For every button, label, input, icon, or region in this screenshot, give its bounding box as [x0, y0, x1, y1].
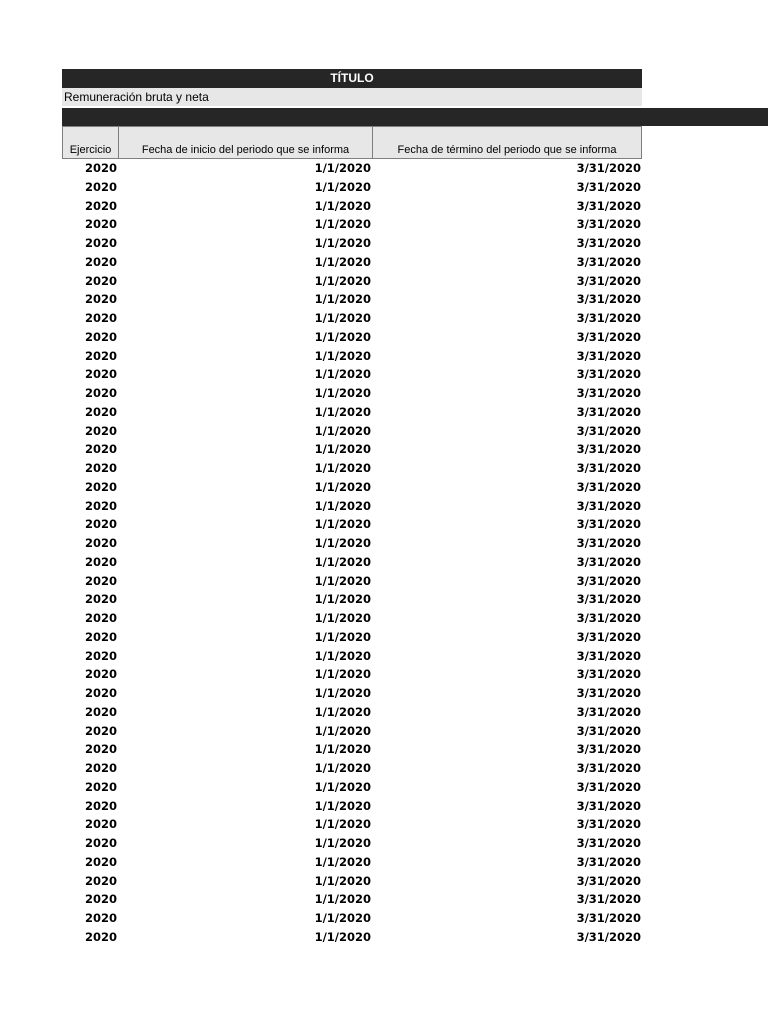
table-row — [62, 778, 642, 797]
cell-fecha-inicio[interactable]: 1/1/2020 — [314, 273, 371, 288]
cell-fecha-termino[interactable]: 3/31/2020 — [576, 854, 641, 869]
table-row — [62, 384, 642, 403]
cell-fecha-termino[interactable]: 3/31/2020 — [576, 648, 641, 663]
cell-fecha-inicio[interactable]: 1/1/2020 — [314, 629, 371, 644]
cell-ejercicio[interactable]: 2020 — [84, 779, 117, 794]
cell-fecha-inicio[interactable]: 1/1/2020 — [314, 367, 371, 382]
cell-fecha-inicio[interactable]: 1/1/2020 — [314, 479, 371, 494]
cell-fecha-termino[interactable]: 3/31/2020 — [576, 329, 641, 344]
table-row — [62, 647, 642, 666]
cell-fecha-termino[interactable]: 3/31/2020 — [576, 704, 641, 719]
cell-ejercicio[interactable]: 2020 — [84, 348, 117, 363]
table-row — [62, 459, 642, 478]
cell-fecha-inicio[interactable]: 1/1/2020 — [314, 517, 371, 532]
cell-fecha-termino[interactable]: 3/31/2020 — [576, 461, 641, 475]
cell-fecha-inicio[interactable]: 1/1/2020 — [314, 742, 371, 757]
table-row — [62, 553, 642, 572]
cell-ejercicio[interactable]: 2020 — [84, 536, 117, 550]
cell-fecha-inicio[interactable]: 1/1/2020 — [314, 667, 371, 682]
cell-fecha-inicio[interactable]: 1/1/2020 — [314, 611, 371, 625]
table-row — [62, 422, 642, 441]
cell-fecha-inicio[interactable]: 1/1/2020 — [314, 461, 371, 475]
cell-fecha-termino[interactable]: 3/31/2020 — [576, 198, 641, 213]
column-header-fecha-termino[interactable]: Fecha de término del periodo que se informa — [372, 126, 642, 159]
table-row — [62, 834, 642, 853]
table-row — [62, 365, 642, 384]
cell-fecha-inicio[interactable]: 1/1/2020 — [314, 442, 371, 457]
cell-ejercicio[interactable]: 2020 — [84, 442, 117, 457]
table-row — [62, 609, 642, 628]
cell-fecha-inicio[interactable]: 1/1/2020 — [314, 554, 371, 569]
cell-fecha-inicio[interactable]: 1/1/2020 — [314, 892, 371, 907]
cell-fecha-termino[interactable]: 3/31/2020 — [576, 667, 641, 682]
cell-ejercicio[interactable]: 2020 — [84, 817, 117, 832]
cell-fecha-termino[interactable]: 3/31/2020 — [576, 179, 641, 194]
cell-ejercicio[interactable]: 2020 — [84, 798, 117, 813]
cell-ejercicio[interactable]: 2020 — [84, 273, 117, 288]
cell-fecha-termino[interactable]: 3/31/2020 — [576, 236, 641, 250]
cell-fecha-termino[interactable]: 3/31/2020 — [576, 892, 641, 907]
cell-fecha-termino[interactable]: 3/31/2020 — [576, 929, 641, 944]
cell-fecha-termino[interactable]: 3/31/2020 — [576, 311, 641, 325]
cell-fecha-termino[interactable]: 3/31/2020 — [576, 517, 641, 532]
cell-ejercicio[interactable]: 2020 — [84, 498, 117, 513]
cell-fecha-termino[interactable]: 3/31/2020 — [576, 761, 641, 775]
cell-fecha-termino[interactable]: 3/31/2020 — [576, 217, 641, 232]
cell-ejercicio[interactable]: 2020 — [84, 404, 117, 419]
table-row — [62, 909, 642, 928]
table-row — [62, 197, 642, 216]
cell-ejercicio[interactable]: 2020 — [84, 648, 117, 663]
cell-fecha-inicio[interactable]: 1/1/2020 — [314, 311, 371, 325]
cell-ejercicio[interactable]: 2020 — [84, 704, 117, 719]
table-row — [62, 478, 642, 497]
table-row — [62, 853, 642, 872]
cell-ejercicio[interactable]: 2020 — [84, 629, 117, 644]
cell-fecha-termino[interactable]: 3/31/2020 — [576, 161, 641, 175]
table-row — [62, 440, 642, 459]
cell-ejercicio[interactable]: 2020 — [84, 198, 117, 213]
cell-fecha-termino[interactable]: 3/31/2020 — [576, 611, 641, 625]
table-row — [62, 740, 642, 759]
cell-fecha-termino[interactable]: 3/31/2020 — [576, 442, 641, 457]
cell-fecha-termino[interactable]: 3/31/2020 — [576, 292, 641, 307]
table-row — [62, 515, 642, 534]
cell-fecha-inicio[interactable]: 1/1/2020 — [314, 929, 371, 944]
sheet-subtitle: Remuneración bruta y neta — [62, 88, 642, 107]
cell-fecha-termino[interactable]: 3/31/2020 — [576, 386, 641, 400]
cell-fecha-inicio[interactable]: 1/1/2020 — [314, 779, 371, 794]
cell-fecha-inicio[interactable]: 1/1/2020 — [314, 161, 371, 175]
cell-fecha-inicio[interactable]: 1/1/2020 — [314, 179, 371, 194]
cell-fecha-termino[interactable]: 3/31/2020 — [576, 348, 641, 363]
cell-fecha-termino[interactable]: 3/31/2020 — [576, 273, 641, 288]
cell-ejercicio[interactable]: 2020 — [84, 742, 117, 757]
cell-ejercicio[interactable]: 2020 — [84, 723, 117, 738]
cell-ejercicio[interactable]: 2020 — [84, 311, 117, 325]
cell-ejercicio[interactable]: 2020 — [84, 554, 117, 569]
column-header-ejercicio[interactable]: Ejercicio — [62, 126, 119, 159]
cell-ejercicio[interactable]: 2020 — [84, 386, 117, 400]
column-header-fecha-inicio[interactable]: Fecha de inicio del periodo que se informa — [118, 126, 373, 159]
cell-ejercicio[interactable]: 2020 — [84, 292, 117, 307]
cell-fecha-inicio[interactable]: 1/1/2020 — [314, 592, 371, 607]
table-row — [62, 272, 642, 291]
cell-fecha-inicio[interactable]: 1/1/2020 — [314, 254, 371, 269]
table-row — [62, 684, 642, 703]
cell-fecha-termino[interactable]: 3/31/2020 — [576, 873, 641, 888]
cell-fecha-inicio[interactable]: 1/1/2020 — [314, 817, 371, 832]
cell-ejercicio[interactable]: 2020 — [84, 517, 117, 532]
cell-ejercicio[interactable]: 2020 — [84, 892, 117, 907]
cell-fecha-inicio[interactable]: 1/1/2020 — [314, 854, 371, 869]
cell-fecha-termino[interactable]: 3/31/2020 — [576, 836, 641, 850]
cell-ejercicio[interactable]: 2020 — [84, 479, 117, 494]
cell-ejercicio[interactable]: 2020 — [84, 667, 117, 682]
cell-fecha-inicio[interactable]: 1/1/2020 — [314, 423, 371, 438]
table-row — [62, 178, 642, 197]
cell-fecha-inicio[interactable]: 1/1/2020 — [314, 723, 371, 738]
table-row — [62, 534, 642, 553]
cell-fecha-inicio[interactable]: 1/1/2020 — [314, 348, 371, 363]
table-row — [62, 347, 642, 366]
cell-fecha-termino[interactable]: 3/31/2020 — [576, 592, 641, 607]
cell-ejercicio[interactable]: 2020 — [84, 592, 117, 607]
cell-fecha-inicio[interactable]: 1/1/2020 — [314, 873, 371, 888]
cell-ejercicio[interactable]: 2020 — [84, 254, 117, 269]
table-row — [62, 797, 642, 816]
cell-fecha-termino[interactable]: 3/31/2020 — [576, 686, 641, 700]
cell-fecha-inicio[interactable]: 1/1/2020 — [314, 536, 371, 550]
cell-fecha-inicio[interactable]: 1/1/2020 — [314, 386, 371, 400]
cell-fecha-inicio[interactable]: 1/1/2020 — [314, 329, 371, 344]
cell-fecha-termino[interactable]: 3/31/2020 — [576, 367, 641, 382]
table-row — [62, 890, 642, 909]
cell-ejercicio[interactable]: 2020 — [84, 854, 117, 869]
table-row — [62, 759, 642, 778]
cell-fecha-termino[interactable]: 3/31/2020 — [576, 817, 641, 832]
table-row — [62, 590, 642, 609]
cell-fecha-termino[interactable]: 3/31/2020 — [576, 479, 641, 494]
cell-fecha-inicio[interactable]: 1/1/2020 — [314, 686, 371, 700]
table-body — [62, 159, 642, 947]
cell-fecha-termino[interactable]: 3/31/2020 — [576, 798, 641, 813]
cell-fecha-inicio[interactable]: 1/1/2020 — [314, 404, 371, 419]
cell-fecha-termino[interactable]: 3/31/2020 — [576, 423, 641, 438]
table-row — [62, 628, 642, 647]
cell-ejercicio[interactable]: 2020 — [84, 873, 117, 888]
cell-fecha-termino[interactable]: 3/31/2020 — [576, 536, 641, 550]
cell-ejercicio[interactable]: 2020 — [84, 911, 117, 925]
cell-ejercicio[interactable]: 2020 — [84, 836, 117, 850]
cell-fecha-inicio[interactable]: 1/1/2020 — [314, 798, 371, 813]
cell-ejercicio[interactable]: 2020 — [84, 161, 117, 175]
table-row — [62, 872, 642, 891]
table-row — [62, 722, 642, 741]
table-row — [62, 497, 642, 516]
cell-ejercicio[interactable]: 2020 — [84, 367, 117, 382]
table-row — [62, 403, 642, 422]
table-row — [62, 309, 642, 328]
cell-ejercicio[interactable]: 2020 — [84, 329, 117, 344]
cell-ejercicio[interactable]: 2020 — [84, 573, 117, 588]
cell-fecha-inicio[interactable]: 1/1/2020 — [314, 573, 371, 588]
cell-ejercicio[interactable]: 2020 — [84, 461, 117, 475]
table-row — [62, 234, 642, 253]
cell-ejercicio[interactable]: 2020 — [84, 179, 117, 194]
cell-ejercicio[interactable]: 2020 — [84, 611, 117, 625]
table-row — [62, 815, 642, 834]
table-row — [62, 159, 642, 178]
header-band — [62, 108, 768, 126]
table-header — [62, 126, 642, 159]
cell-fecha-inicio[interactable]: 1/1/2020 — [314, 761, 371, 775]
table-row — [62, 328, 642, 347]
cell-fecha-inicio[interactable]: 1/1/2020 — [314, 292, 371, 307]
cell-fecha-inicio[interactable]: 1/1/2020 — [314, 217, 371, 232]
table-row — [62, 703, 642, 722]
cell-fecha-termino[interactable]: 3/31/2020 — [576, 723, 641, 738]
cell-ejercicio[interactable]: 2020 — [84, 236, 117, 250]
cell-ejercicio[interactable]: 2020 — [84, 423, 117, 438]
table-row — [62, 928, 642, 947]
table-row — [62, 215, 642, 234]
cell-fecha-termino[interactable]: 3/31/2020 — [576, 779, 641, 794]
cell-fecha-termino[interactable]: 3/31/2020 — [576, 254, 641, 269]
cell-fecha-inicio[interactable]: 1/1/2020 — [314, 911, 371, 925]
cell-ejercicio[interactable]: 2020 — [84, 929, 117, 944]
table-row — [62, 253, 642, 272]
table-row — [62, 572, 642, 591]
cell-fecha-inicio[interactable]: 1/1/2020 — [314, 198, 371, 213]
cell-fecha-termino[interactable]: 3/31/2020 — [576, 629, 641, 644]
table-row — [62, 290, 642, 309]
cell-fecha-inicio[interactable]: 1/1/2020 — [314, 498, 371, 513]
table-row — [62, 665, 642, 684]
cell-ejercicio[interactable]: 2020 — [84, 761, 117, 775]
cell-ejercicio[interactable]: 2020 — [84, 686, 117, 700]
cell-fecha-inicio[interactable]: 1/1/2020 — [314, 704, 371, 719]
cell-fecha-inicio[interactable]: 1/1/2020 — [314, 648, 371, 663]
cell-fecha-inicio[interactable]: 1/1/2020 — [314, 836, 371, 850]
cell-fecha-termino[interactable]: 3/31/2020 — [576, 742, 641, 757]
cell-fecha-termino[interactable]: 3/31/2020 — [576, 554, 641, 569]
cell-ejercicio[interactable]: 2020 — [84, 217, 117, 232]
cell-fecha-termino[interactable]: 3/31/2020 — [576, 573, 641, 588]
cell-fecha-termino[interactable]: 3/31/2020 — [576, 911, 641, 925]
cell-fecha-termino[interactable]: 3/31/2020 — [576, 404, 641, 419]
cell-fecha-termino[interactable]: 3/31/2020 — [576, 498, 641, 513]
cell-fecha-inicio[interactable]: 1/1/2020 — [314, 236, 371, 250]
sheet-title: TÍTULO — [62, 69, 642, 88]
